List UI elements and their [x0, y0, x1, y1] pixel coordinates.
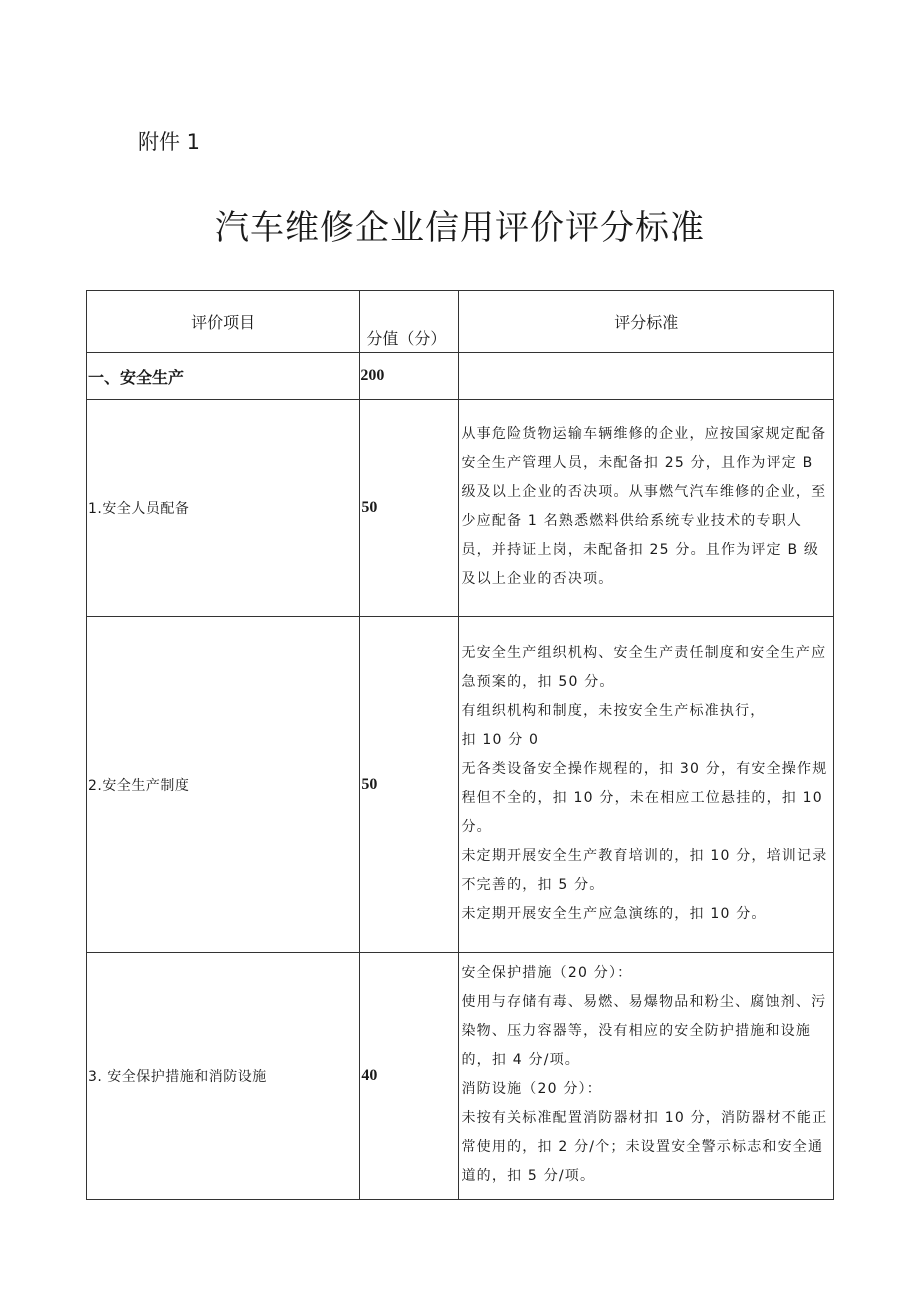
criteria-line: 未按有关标准配置消防器材扣 10 分，消防器材不能正常使用的，扣 2 分/个；未设置安全警示标志和安全通道的，扣 5 分/项。: [461, 1110, 828, 1184]
criteria-line: 安全保护措施（20 分）：: [461, 965, 633, 981]
criteria-line: 未定期开展安全生产教育培训的，扣 10 分，培训记录不完善的，扣 5 分。: [461, 847, 828, 893]
section-row: [87, 353, 834, 400]
item-criteria: [459, 400, 834, 617]
criteria-line: 消防设施（20 分）：: [461, 1081, 602, 1097]
item-name: 2.安全生产制度: [87, 617, 360, 953]
header-score: 分值（分）: [360, 291, 459, 353]
criteria-line: 从事危险货物运输车辆维修的企业，应按国家规定配备安全生产管理人员，未配备扣 25 分，且作为评定 B 级及以上企业的否决项。从事燃气汽车维修的企业，至少应配备 1 名熟悉燃料供给系统专业技术的专职人员，并持证上岗，未配备扣 25 分。且作为评定 B 级及以上企业的否决项。: [461, 426, 827, 587]
page-title: 汽车维修企业信用评价评分标准: [215, 208, 705, 248]
item-score: 50: [360, 617, 459, 953]
criteria-line: 扣 10 分 0: [461, 731, 540, 748]
criteria-line: 未定期开展安全生产应急演练的，扣 10 分。: [461, 905, 767, 922]
table-row: [87, 400, 834, 617]
item-score: 40: [360, 953, 459, 1200]
criteria-line: 无安全生产组织机构、安全生产责任制度和安全生产应急预案的，扣 50 分。: [461, 644, 827, 690]
section-name: 一、安全生产: [87, 353, 360, 400]
criteria-line: 有组织机构和制度，未按安全生产标准执行，: [461, 702, 766, 719]
table-row: [87, 953, 834, 1200]
attachment-label: 附件 1: [138, 130, 201, 154]
criteria-line: 无各类设备安全操作规程的，扣 30 分，有安全操作规程但不全的，扣 10 分，未在相应工位悬挂的，扣 10 分。: [461, 760, 828, 835]
item-name: 1.安全人员配备: [87, 400, 360, 617]
criteria-table: [86, 290, 834, 1200]
table-header-row: [87, 291, 834, 353]
section-score: 200: [360, 353, 459, 400]
section-criteria-empty: [459, 353, 834, 400]
item-name: 3. 安全保护措施和消防设施: [87, 953, 360, 1200]
criteria-line: 使用与存储有毒、易燃、易爆物品和粉尘、腐蚀剂、污染物、压力容器等，没有相应的安全防护措施和设施的，扣 4 分/项。: [461, 994, 827, 1068]
header-criteria: 评分标准: [459, 291, 834, 353]
item-criteria: [459, 953, 834, 1200]
item-score: 50: [360, 400, 459, 617]
item-criteria: [459, 617, 834, 953]
header-item: 评价项目: [87, 291, 360, 353]
table-row: [87, 617, 834, 953]
